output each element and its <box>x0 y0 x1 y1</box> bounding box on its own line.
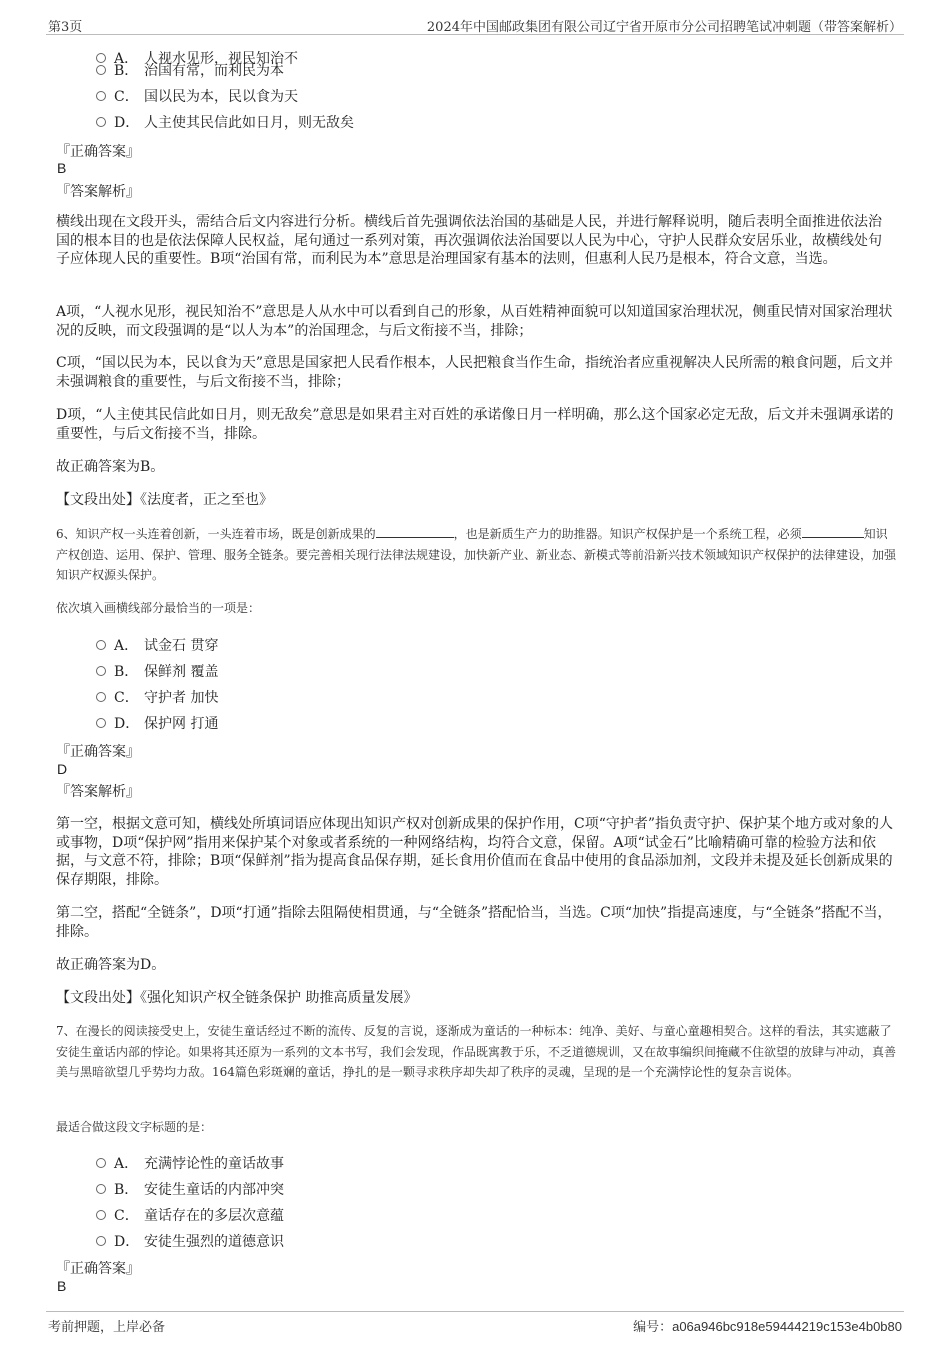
analysis-paragraph: A项，“人视水见形，视民知治不”意思是人从水中可以看到自己的形象，从百姓精神面貌可以知道国家治理状况，侧重民情对国家治理状况的反映，而文段强调的是“以人为本”的治国理念，与后文衔接不当，排除； <box>56 304 893 339</box>
analysis-paragraph: 第一空，根据文意可知，横线处所填词语应体现出知识产权对创新成果的保护作用，C项“守护者”指负责守护、保护某个地方或对象的人或事物，D项“保护网”指用来保护某个对象或者系统的一种网络结构，均符合文意，保留。A项“试金石”比喻精确可靠的检验方法和依据，与文意不符，排除；B项“保鲜剂”指为提高食品保存期，延长食用价值而在食品中使用的食品添加剂，文段并未提及延长创新成果的保存期限，排除。 <box>56 816 894 888</box>
blank-2[interactable] <box>802 525 864 538</box>
option-c[interactable]: C． 童话存在的多层次意蕴 <box>96 1205 284 1225</box>
answer-label: 『正确答案』 <box>56 1261 140 1277</box>
question-6-prompt: 依次填入画横线部分最恰当的一项是： <box>56 601 261 615</box>
analysis-paragraph: 横线出现在文段开头，需结合后文内容进行分析。横线后首先强调依法治国的基础是人民，并进行解释说明，随后表明全面推进依法治国的根本目的也是依法保障人民权益，尾句通过一系列对策，再次强调依法治国要以人民为中心，守护人民群众安居乐业，故横线处句子应体现人民的重要性。B项“治国有常，而利民为本”意思是治理国家有基本的法则，但惠利人民乃是根本，符合文意，当选。 <box>56 214 882 267</box>
analysis-label: 『答案解析』 <box>56 184 140 200</box>
option-b[interactable]: B． 安徒生童话的内部冲突 <box>96 1179 284 1199</box>
page-header <box>46 14 904 35</box>
option-c[interactable]: C． 国以民为本，民以食为天 <box>96 86 298 106</box>
document-title: 2024年中国邮政集团有限公司辽宁省开原市分公司招聘笔试冲刺题（带答案解析） <box>426 20 902 35</box>
question-7-prompt: 最适合做这段文字标题的是： <box>56 1120 213 1134</box>
radio-icon[interactable] <box>96 65 106 75</box>
analysis-paragraph: 第二空，搭配“全链条”，D项“打通”指除去阻隔使相贯通，与“全链条”搭配恰当，当选。C项“加快”指提高速度，与“全链条”搭配不当，排除。 <box>56 905 892 940</box>
radio-icon[interactable] <box>96 1184 106 1194</box>
answer-label: 『正确答案』 <box>56 144 140 160</box>
analysis-label: 『答案解析』 <box>56 784 140 800</box>
source-citation: 【文段出处】《法度者，正之至也》 <box>56 492 273 508</box>
answer-value: B <box>57 1278 67 1294</box>
radio-icon[interactable] <box>96 640 106 650</box>
page-footer <box>46 1311 904 1334</box>
option-a[interactable]: A． 人视水见形，视民知治不 <box>96 48 298 68</box>
page-number: 第3页 <box>48 20 83 35</box>
option-d[interactable]: D． 安徒生强烈的道德意识 <box>96 1231 284 1251</box>
document-code: 编号：a06a946bc918e59444219c153e4b0b80 <box>633 1319 902 1335</box>
answer-value: D <box>57 761 68 777</box>
option-c[interactable]: C． 守护者 加快 <box>96 687 218 707</box>
source-citation: 【文段出处】《强化知识产权全链条保护 助推高质量发展》 <box>56 990 418 1006</box>
radio-icon[interactable] <box>96 718 106 728</box>
answer-value: B <box>57 160 67 176</box>
radio-icon[interactable] <box>96 1210 106 1220</box>
question-6-stem: 6、知识产权一头连着创新，一头连着市场，既是创新成果的 ，也是新质生产力的助推器。知识产权保护是一个系统工程，必须 知识产权创造、运用、保护、管理、服务全链条。要完善相关现行法律法规建设，加快新产业、新业态、新模式等前沿新兴技术领域知识产权保护的法律建设，加强知识产权源头保护。 <box>56 527 897 582</box>
option-d[interactable]: D． 人主使其民信此如日月，则无敌矣 <box>96 112 354 132</box>
radio-icon[interactable] <box>96 692 106 702</box>
footer-slogan: 考前押题，上岸必备 <box>48 1320 166 1335</box>
answer-label: 『正确答案』 <box>56 744 140 760</box>
radio-icon[interactable] <box>96 666 106 676</box>
radio-icon[interactable] <box>96 91 106 101</box>
option-a[interactable]: A． 充满悖论性的童话故事 <box>96 1153 284 1173</box>
option-a[interactable]: A． 试金石 贯穿 <box>96 635 218 655</box>
radio-icon[interactable] <box>96 1236 106 1246</box>
analysis-paragraph: D项，“人主使其民信此如日月，则无敌矣”意思是如果君主对百姓的承诺像日月一样明确，那么这个国家必定无敌，后文并未强调承诺的重要性，与后文衔接不当，排除。 <box>56 407 894 442</box>
question-7-stem: 7、在漫长的阅读接受史上，安徒生童话经过不断的流传、反复的言说，逐渐成为童话的一种标本：纯净、美好、与童心童趣相契合。这样的看法，其实遮蔽了安徒生童话内部的悖论。如果将其还原为一系列的文本书写，我们会发现，作品既寓教于乐，不乏道德规训，又在故事编织间掩藏不住欲望的放肆与冲动，真善美与黑暗欲望几乎势均力敌。164篇色彩斑斓的童话，挣扎的是一颗寻求秩序却失却了秩序的灵魂，呈现的是一个充满悖论性的复杂言说体。 <box>56 1024 897 1079</box>
radio-icon[interactable] <box>96 1158 106 1168</box>
radio-icon[interactable] <box>96 117 106 127</box>
option-b[interactable]: B． 治国有常，而利民为本 <box>96 60 284 80</box>
analysis-paragraph: C项，“国以民为本，民以食为天”意思是国家把人民看作根本，人民把粮食当作生命，指统治者应重视解决人民所需的粮食问题，后文并未强调粮食的重要性，与后文衔接不当，排除； <box>56 355 894 390</box>
option-b[interactable]: B． 保鲜剂 覆盖 <box>96 661 218 681</box>
blank-1[interactable] <box>376 525 454 538</box>
analysis-conclusion: 故正确答案为D。 <box>56 957 166 973</box>
option-d[interactable]: D． 保护网 打通 <box>96 713 218 733</box>
analysis-conclusion: 故正确答案为B。 <box>56 459 165 475</box>
